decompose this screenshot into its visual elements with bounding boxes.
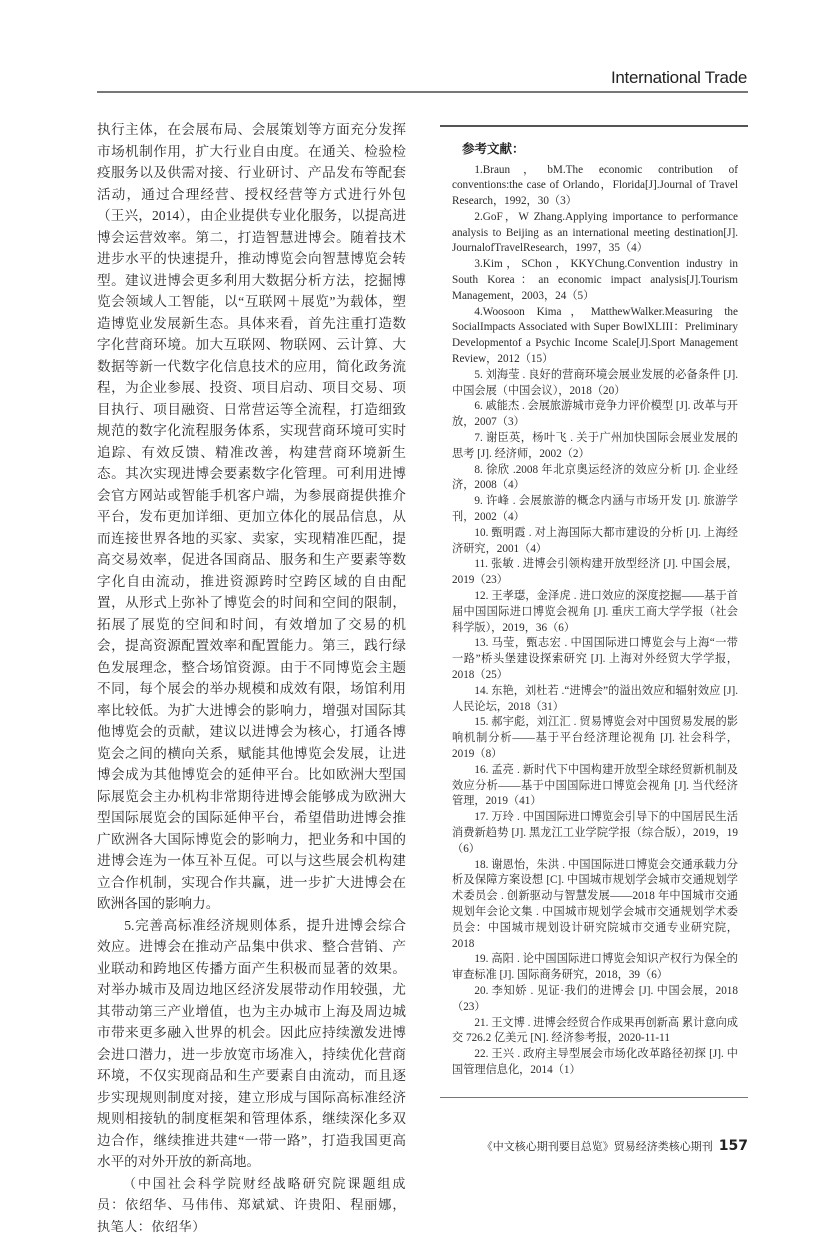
reference-item: 8. 徐欣 .2008 年北京奥运经济的效应分析 [J]. 企业经济，2008（4） [452, 463, 738, 495]
author-note: （中国社会科学院财经战略研究院课题组成员：依绍华、马伟伟、郑斌斌、许贵阳、程丽娜，执笔人：依绍华） [97, 1173, 406, 1237]
references-top-rule [440, 125, 748, 127]
reference-item: 22. 王兴 . 政府主导型展会市场化改革路径初探 [J]. 中国管理信息化，2014（1） [452, 1047, 738, 1079]
reference-item: 10. 甄明霞 . 对上海国际大都市建设的分析 [J]. 上海经济研究，2001（4） [452, 526, 738, 558]
reference-item: 12. 王孝璱，金泽虎 . 进口效应的深度挖掘——基于首届中国国际进口博览会视角 [J]. 重庆工商大学学报（社会科学版），2019，36（6） [452, 589, 738, 636]
reference-item: 20. 李知娇 . 见证·我们的进博会 [J]. 中国会展，2018（23） [452, 984, 738, 1016]
references-section [440, 125, 748, 1174]
reference-item: 5. 刘海莹 . 良好的营商环境会展业发展的必备条件 [J]. 中国会展（中国会议），2018（20） [452, 368, 738, 400]
reference-item: 3.Kim，SChon，KKYChung.Convention industry in South Korea：an economic impact analysis[J].Tourism Management，2003，24（5） [452, 257, 738, 304]
footer-journal: 《中文核心期刊要目总览》贸易经济类核心期刊 [482, 1140, 713, 1153]
reference-item: 15. 郝宇彪，刘江汇 . 贸易博览会对中国贸易发展的影响机制分析——基于平台经济理论视角 [J]. 社会科学，2019（8） [452, 715, 738, 762]
reference-item: 4.Woosoon Kima，MatthewWalker.Measuring the SocialImpacts Associated with Super BowlXLIII：Preliminary Developmentof a Psychic Income Scale[J].Sport Management Review，2012（15） [452, 305, 738, 368]
reference-item: 6. 戚能杰 . 会展旅游城市竞争力评价模型 [J]. 改革与开放，2007（3） [452, 399, 738, 431]
reference-item: 1.Braun，bM.The economic contribution of conventions:the case of Orlando，Florida[J].Journal of Travel Research，1992，30（3） [452, 163, 738, 210]
body-text-column [97, 119, 406, 1237]
reference-item: 21. 王文博 . 进博会经贸合作成果再创新高 累计意向成交 726.2 亿美元 [N]. 经济参考报，2020-11-11 [452, 1016, 738, 1048]
body-paragraph: 执行主体，在会展布局、会展策划等方面充分发挥市场机制作用，扩大行业自由度。在通关、检验检疫服务以及供需对接、行业研讨、产品发布等配套活动，通过合理经营、授权经营等方式进行外包（王兴，2014），由企业提供专业化服务，以提高进博会运营效率。第二，打造智慧进博会。随着技术进步水平的快速提升，推动博览会向智慧博览会转型。建议进博会更多利用大数据分析方法，挖掘博览会领域人工智能，以“互联网＋展览”为载体，塑造博览业发展新生态。具体来看，首先注重打造数字化营商环境。加大互联网、物联网、云计算、大数据等新一代数字化信息技术的应用，简化政务流程，为企业参展、投资、项目启动、项目交易、项目执行、项目融资、日常营运等全流程，打造细致规范的数字化流程服务体系，实现营商环境可实时追踪、有效反馈、精准改善，构建营商环境新生态。其次实现进博会要素数字化管理。可利用进博会官方网站或智能手机客户端，为参展商提供推介平台，发布更加详细、更加立体化的展品信息，从而连接世界各地的买家、卖家，实现精准匹配，提高交易效率，促进各国商品、服务和生产要素等数字化自由流动，推进资源跨时空跨区域的自由配置，从形式上弥补了博览会的时间和空间的限制，拓展了展览的空间和时间，有效增加了交易的机会，提高资源配置效率和配置能力。第三，践行绿色发展理念，整合场馆资源。由于不同博览会主题不同，每个展会的举办规模和成效有限，场馆利用率比较低。为扩大进博会的影响力，增强对国际其他博览会的贡献，建议以进博会为核心，打通各博览会之间的横向关系，赋能其他博览会发展，让进博会成为其他博览会的延伸平台。比如欧洲大型国际展览会主办机构非常期待进博会能够成为欧洲大型国际展览会的国际延伸平台，希望借助进博会推广欧洲各大国际博览会的影响力，把业务和中国的进博会连为一体互补互促。可以与这些展会机构建立合作机制，实现合作共赢，进一步扩大进博会在欧洲各国的影响力。 [97, 119, 406, 915]
reference-item: 14. 东艳，刘杜若 .“进博会”的溢出效应和辐射效应 [J]. 人民论坛，2018（31） [452, 684, 738, 716]
reference-item: 17. 万玲 . 中国国际进口博览会引导下的中国居民生活消费新趋势 [J]. 黑龙江工业学院学报（综合版），2019，19（6） [452, 810, 738, 857]
reference-item: 16. 孟亮 . 新时代下中国构建开放型全球经贸新机制及效应分析——基于中国国际进口博览会视角 [J]. 当代经济管理，2019（41） [452, 763, 738, 810]
reference-item: 13. 马莹，甄志宏 . 中国国际进口博览会与上海“一带一路”桥头堡建设探索研究 [J]. 上海对外经贸大学学报，2018（25） [452, 636, 738, 683]
reference-item: 2.GoF，W Zhang.Applying importance to performance analysis to Beijing as an international meeting destination[J]. JournalofTravelResearch，1997，35（4） [452, 210, 738, 257]
running-header-section: International Trade [611, 68, 747, 88]
reference-item: 7. 谢臣英，杨叶飞 . 关于广州加快国际会展业发展的思考 [J]. 经济师，2002（2） [452, 431, 738, 463]
body-paragraph: 5.完善高标准经济规则体系，提升进博会综合效应。进博会在推动产品集中供求、整合营销、产业联动和跨地区传播方面产生积极而显著的效果。对举办城市及周边地区经济发展带动作用较强，尤其带动第三产业增值，也为主办城市上海及周边城市带来更多融入世界的机会。因此应持续激发进博会进口潜力，进一步放宽市场准入，持续优化营商环境，不仅实现商品和生产要素自由流动，而且逐步实现规则制度对接，建立形成与国际高标准经济规则相接轨的制度框架和管理体系，继续深化多双边合作，继续推进共建“一带一路”，打造我国更高水平的对外开放的新高地。 [97, 915, 406, 1173]
references-bottom-rule [440, 1097, 748, 1099]
references-heading: 参考文献： [462, 139, 748, 157]
page-number: 157 [719, 1138, 748, 1154]
reference-item: 9. 许峰 . 会展旅游的概念内涵与市场开发 [J]. 旅游学刊，2002（4） [452, 494, 738, 526]
references-list [440, 163, 748, 1079]
header-rule [97, 91, 748, 93]
reference-item: 11. 张敏 . 进博会引领构建开放型经济 [J]. 中国会展，2019（23） [452, 557, 738, 589]
reference-item: 18. 谢恩怡，朱洪 . 中国国际进口博览会交通承载力分析及保障方案设想 [C]. 中国城市规划学会城市交通规划学术委员会 . 创新驱动与智慧发展——2018 年中国城市交通规划年会论文集 . 中国城市规划学会城市交通规划学术委员会：中国城市规划设计研究院城市交通专业研究院，2018 [452, 858, 738, 953]
reference-item: 19. 高阳 . 论中国国际进口博览会知识产权行为保全的审查标准 [J]. 国际商务研究，2018，39（6） [452, 952, 738, 984]
page-footer [440, 1138, 748, 1154]
